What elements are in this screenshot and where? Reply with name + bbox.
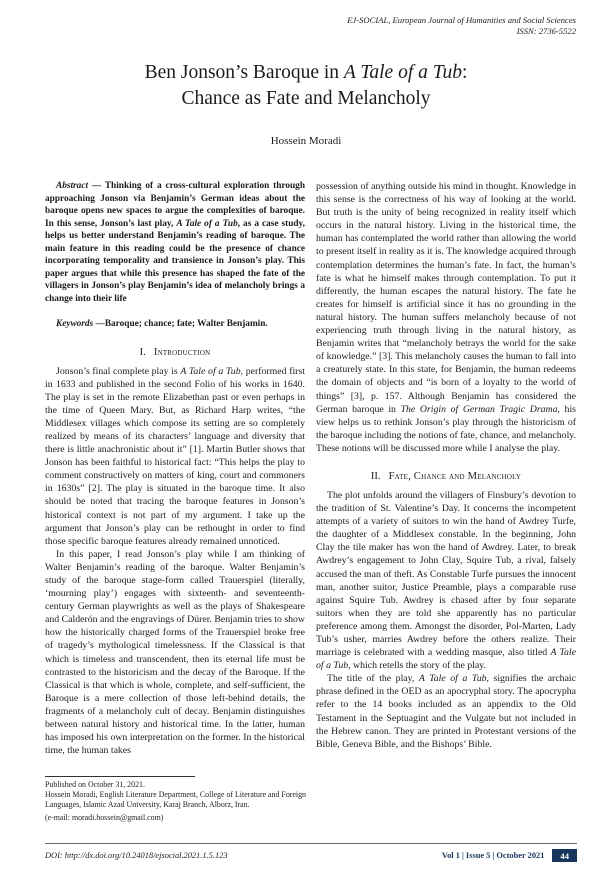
doi-text: DOI: http://dx.doi.org/10.24018/ejsocial.2021.1.5.123 — [45, 851, 228, 860]
column-left — [45, 180, 305, 778]
journal-issn: ISSN: 2736-5522 — [516, 25, 576, 36]
footnote-email: (e-mail: moradi.hossein@gmail.com) — [45, 812, 164, 822]
page-footer — [45, 843, 577, 862]
section-number: II. — [370, 470, 381, 482]
section-number: I. — [139, 346, 146, 358]
continued-paragraph: possession of anything outside his mind in thought. Knowledge in this sense is the correctness of his way of looking at the world. But truth is the unity of being recognized in reality itself which occurs in the natural history. Living in the historical time, the human has contemplated the world rather than allowing the world to present itself in reality as it is. The knowledge acquired through contemplation determines the human’s fate. In fact, the human’s fate is what he himself makes through contemplation. To put it differently, the human escapes the natural history. The fate he creates for himself is artificial since it has no grounding in the natural history. The human suffers melancholy because of not experiencing truth through living in the natural history, as Benjamin writes that “melancholy betrays the world for the sake of knowledge.” [3]. This melancholy causes the human to fall into a creaturely state. In this state, for Benjamin, the human redeems the domain of objects and “is born of a loyalty to the world of things” [3], p. 157. Although Benjamin has considered the German baroque in The Origin of German Tragic Drama, his view helps us to rethink Jonson’s play through the historicism of the baroque including the notions of fate, chance, and melancholy. These notions will be discussed more while I analyse the play. — [316, 181, 576, 454]
paper-title-line1: Ben Jonson’s Baroque in A Tale of a Tub: — [144, 62, 468, 83]
page-number-badge: 44 — [552, 849, 577, 862]
intro-paragraph-2: In this paper, I read Jonson’s play while I am thinking of Walter Benjamin’s reading of the baroque. Walter Benjamin’s study of the baroque stage-form called Trauerspiel (literally, ‘mourning play’) engages with sixteenth- and seventeenth-century German playwrights as well as the plays of Shakespeare and Calderón and the engravings of Dürer. Benjamin tries to show how the historically charged forms of the Trauerspiel broke free of tragedy’s mythological timelessness. If the Classical is that which is timeless and transcendent, then its eternal life must be contrasted to the historicism and the decay of the Baroque. If the Classical is that which is whole, complete, and self-sufficient, the Baroque is a mere collection of those left-behind details, the fragments of a melancholy cult of decay. Benjamin distinguishes between natural history and historical time. In the latter, human has imposed his own interpretation on the former. In the historical time, the human takes — [45, 548, 305, 757]
journal-header — [347, 15, 576, 36]
section-heading-introduction — [45, 347, 305, 358]
footer-right — [442, 849, 577, 862]
keywords: Keywords —Baroque; chance; fate; Walter Benjamin. — [56, 319, 268, 329]
column-right — [316, 180, 576, 825]
issue-info: Vol 1 | Issue 5 | October 2021 — [441, 851, 545, 860]
journal-name: EJ-SOCIAL, European Journal of Humanities and Social Sciences — [347, 15, 576, 25]
intro-paragraph-1: Jonson’s final complete play is A Tale of a Tub, performed first in 1633 and published in the second Folio of his works in 1640. The play is set in the remote Elizabethan past or even perhaps in the time of Queen Mary. But, as Richard Harp writes, “the Middlesex villages which compose its setting are so completely realized by means of its characters’ language and diversity that there is little anachronistic about it” [1]. Martin Butler shows that Jonson has been faithful to historical fact: “This helps the play to comment constructively on matters of king, court and commoners in 1630s” [2]. The play is situated in the baroque time. It also should be noted that tracing the baroque features in Jonson’s historical context is not part of my argument. I take up the argument that Jonson’s play can be rethought in order to find those specific baroque features already remained unnoticed. — [45, 365, 305, 547]
section-heading-fate-chance-melancholy — [316, 471, 576, 482]
author-footnote — [45, 776, 307, 823]
paper-title-line2: Chance as Fate and Melancholy — [181, 87, 431, 109]
footnote-rule — [45, 776, 195, 777]
section-title: Introduction — [153, 346, 211, 358]
paper-title — [60, 60, 552, 111]
footnote-affiliation: Hossein Moradi, English Literature Department, College of Literature and Foreign Languages, Islamic Azad University, Karaj Branch, Alborz, Iran. — [45, 790, 306, 810]
section2-paragraph-1: The plot unfolds around the villagers of Finsbury’s devotion to the tradition of St. Valentine’s Day. It concerns the incompetent attempts of a variety of suitors to win the hand of Awdrey Turfe, the daughter of a Middlesex constable. In the beginning, John Clay the tile maker has won the hand of Awdrey. Later, to break Awdrey’s engagement to John Clay, Squire Tub, a rival, falsely accused the man of theft. As Constable Turfe pursues the innocent man, another suitor, Justice Preamble, plays a comparable ruse against Squire Tub. Awdrey is chased after by four separate suitors when they are told she apparently has no particular preference among them. Amongst the disorder, Pol-Marten, Lady Tub’s usher, marries Awdrey before the others realize. Their marriage is celebrated with a wedding masque, also titled A Tale of a Tub, which retells the story of the play. — [316, 489, 576, 672]
section-title: Fate, Chance and Melancholy — [388, 470, 522, 482]
abstract: Abstract — Thinking of a cross-cultural exploration through approaching Jonson via Benjamin’s German ideas about the baroque opens new spaces to argue the complexities of baroque. In this sense, Jonson’s last play, A Tale of a Tub, as a case study, helps us better understand Benjamin’s reading of baroque. The main feature in this reading could be the presence of chance incorporating temporality and transience in Jonson’s play. This paper argues that while this presence has shaped the fate of the villagers in Jonson’s play Benjamin’s idea of melancholy brings a change into their life — [45, 181, 305, 304]
two-column-body — [45, 180, 577, 825]
section2-paragraph-2: The title of the play, A Tale of a Tub, signifies the archaic phrase defined in the OED as an apocryphal story. The apocrypha refer to the 14 books included as an appendix to the Old Testament in the Septuagint and the Vulgate but not included in the Hebrew canon. They are printed in Protestant versions of the Bible, Geneva Bible, and the Bishops’ Bible. — [316, 673, 576, 750]
footnote-published-date: Published on October 31, 2021. — [45, 780, 145, 789]
author-name: Hossein Moradi — [270, 135, 342, 147]
